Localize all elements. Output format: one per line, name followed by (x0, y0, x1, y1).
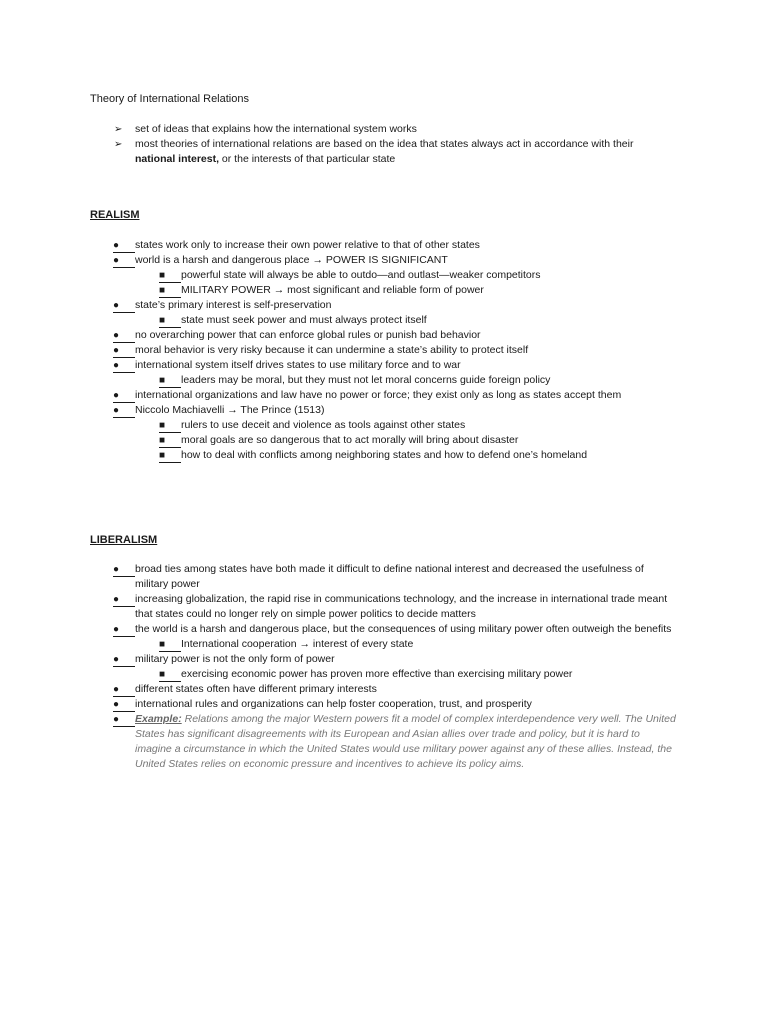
round-bullet-icon: ● (113, 699, 135, 712)
round-bullet-icon (113, 298, 135, 313)
list-item (113, 637, 678, 652)
example-text: Relations among the major Western powers fit a model of complex interdependence very well. The United States has significant disagreements with its European and Asian allies over trade and policy, but it is hard to imagine a circumstance in which the United States would use military power against any of these allies. Instead, the United States relies on economic pressure and incentives to achieve its policy aims. (135, 713, 676, 770)
list-item (113, 562, 678, 592)
list-item-text: leaders may be moral, but they must not let moral concerns guide foreign policy (181, 374, 551, 386)
square-bullet-icon: ■ (159, 270, 181, 283)
list-item-text: international rules and organizations can help foster cooperation, trust, and prosperity (135, 698, 532, 710)
list-item (113, 682, 678, 697)
round-bullet-icon: ● (113, 360, 135, 373)
round-bullet-icon (113, 622, 135, 637)
list-item-text: International cooperation → interest of every state (181, 638, 414, 650)
round-bullet-icon (113, 238, 135, 253)
round-bullet-icon: ● (113, 654, 135, 667)
round-bullet-icon (113, 697, 135, 712)
realism-list (113, 238, 678, 463)
list-item (113, 343, 678, 358)
round-bullet-icon: ● (113, 240, 135, 253)
square-bullet-icon (159, 313, 181, 328)
list-item (113, 298, 678, 313)
list-item (113, 238, 678, 253)
square-bullet-icon (159, 418, 181, 433)
list-item (113, 388, 678, 403)
round-bullet-icon: ● (113, 405, 135, 418)
list-item (113, 448, 678, 463)
round-bullet-icon: ● (113, 300, 135, 313)
list-item (113, 283, 678, 298)
square-bullet-icon: ■ (159, 450, 181, 463)
square-bullet-icon (159, 433, 181, 448)
square-bullet-icon: ■ (159, 285, 181, 298)
list-item (113, 667, 678, 682)
list-item-text: moral behavior is very risky because it can undermine a state’s ability to protect itself (135, 344, 529, 356)
round-bullet-icon (113, 712, 135, 727)
list-item (113, 697, 678, 712)
round-bullet-icon (113, 562, 135, 577)
round-bullet-icon (113, 652, 135, 667)
list-item (113, 373, 678, 388)
list-item (113, 622, 678, 637)
list-item-text: rulers to use deceit and violence as tools against other states (181, 419, 466, 431)
page-title: Theory of International Relations (90, 93, 249, 105)
round-bullet-icon (113, 358, 135, 373)
list-item (113, 403, 678, 418)
list-item-text: the world is a harsh and dangerous place, but the consequences of using military power often outweigh the benefits (135, 623, 672, 635)
list-item-text: state’s primary interest is self-preservation (135, 299, 332, 311)
round-bullet-icon: ● (113, 345, 135, 358)
square-bullet-icon (159, 667, 181, 682)
bold-term: national interest, (135, 153, 220, 165)
intro-list (114, 122, 674, 167)
list-item-text: broad ties among states have both made it difficult to define national interest and decreased the usefulness of military power (135, 563, 644, 590)
list-item (113, 253, 678, 268)
round-bullet-icon: ● (113, 624, 135, 637)
example-label: Example: (135, 713, 182, 725)
arrow-bullet-icon: ➢ (114, 139, 123, 150)
square-bullet-icon (159, 373, 181, 388)
list-item (113, 328, 678, 343)
round-bullet-icon: ● (113, 594, 135, 607)
list-item-text: exercising economic power has proven more effective than exercising military power (181, 668, 573, 680)
list-item (113, 268, 678, 283)
arrow-bullet-icon: ➢ (114, 124, 123, 135)
square-bullet-icon (159, 268, 181, 283)
square-bullet-icon: ■ (159, 420, 181, 433)
round-bullet-icon: ● (113, 255, 135, 268)
round-bullet-icon (113, 388, 135, 403)
list-item (113, 358, 678, 373)
square-bullet-icon (159, 283, 181, 298)
list-item: ➢ most theories of international relations are based on the idea that states always act in accordance with their national interest, or the interests of that particular state (114, 138, 634, 165)
list-item (113, 652, 678, 667)
round-bullet-icon: ● (113, 564, 135, 577)
list-item-text: no overarching power that can enforce global rules or punish bad behavior (135, 329, 481, 341)
round-bullet-icon (113, 253, 135, 268)
square-bullet-icon (159, 637, 181, 652)
list-item-text: different states often have different primary interests (135, 683, 377, 695)
list-item-text: increasing globalization, the rapid rise in communications technology, and the increase in international trade meant that states could no longer rely on simple power politics to decide matters (135, 593, 668, 620)
round-bullet-icon: ● (113, 390, 135, 403)
list-item-text: powerful state will always be able to outdo—and outlast—weaker competitors (181, 269, 541, 281)
square-bullet-icon: ■ (159, 435, 181, 448)
round-bullet-icon (113, 592, 135, 607)
round-bullet-icon: ● (113, 714, 135, 727)
list-item-text: military power is not the only form of power (135, 653, 335, 665)
example-item (113, 712, 678, 772)
round-bullet-icon (113, 343, 135, 358)
liberalism-heading: LIBERALISM (90, 534, 158, 546)
round-bullet-icon: ● (113, 330, 135, 343)
round-bullet-icon: ● (113, 684, 135, 697)
list-item (113, 418, 678, 433)
round-bullet-icon (113, 682, 135, 697)
list-item (113, 313, 678, 328)
list-item: ➢ set of ideas that explains how the international system works (114, 123, 417, 135)
list-item-text: states work only to increase their own power relative to that of other states (135, 239, 480, 251)
square-bullet-icon (159, 448, 181, 463)
square-bullet-icon: ■ (159, 375, 181, 388)
list-item-text: world is a harsh and dangerous place → POWER IS SIGNIFICANT (135, 254, 448, 266)
round-bullet-icon (113, 403, 135, 418)
square-bullet-icon: ■ (159, 639, 181, 652)
list-item-text: moral goals are so dangerous that to act morally will bring about disaster (181, 434, 519, 446)
list-item-text: MILITARY POWER → most significant and reliable form of power (181, 284, 484, 296)
list-item-text: Niccolo Machiavelli → The Prince (1513) (135, 404, 325, 416)
liberalism-list (113, 562, 678, 772)
list-item-text: how to deal with conflicts among neighboring states and how to defend one’s homeland (181, 449, 588, 461)
round-bullet-icon (113, 328, 135, 343)
realism-heading: REALISM (90, 209, 140, 221)
list-item-text: international organizations and law have no power or force; they exist only as long as states accept them (135, 389, 622, 401)
square-bullet-icon: ■ (159, 315, 181, 328)
list-item-text: state must seek power and must always protect itself (181, 314, 427, 326)
square-bullet-icon: ■ (159, 669, 181, 682)
list-item (113, 592, 678, 622)
list-item-text: international system itself drives states to use military force and to war (135, 359, 461, 371)
list-item (113, 433, 678, 448)
